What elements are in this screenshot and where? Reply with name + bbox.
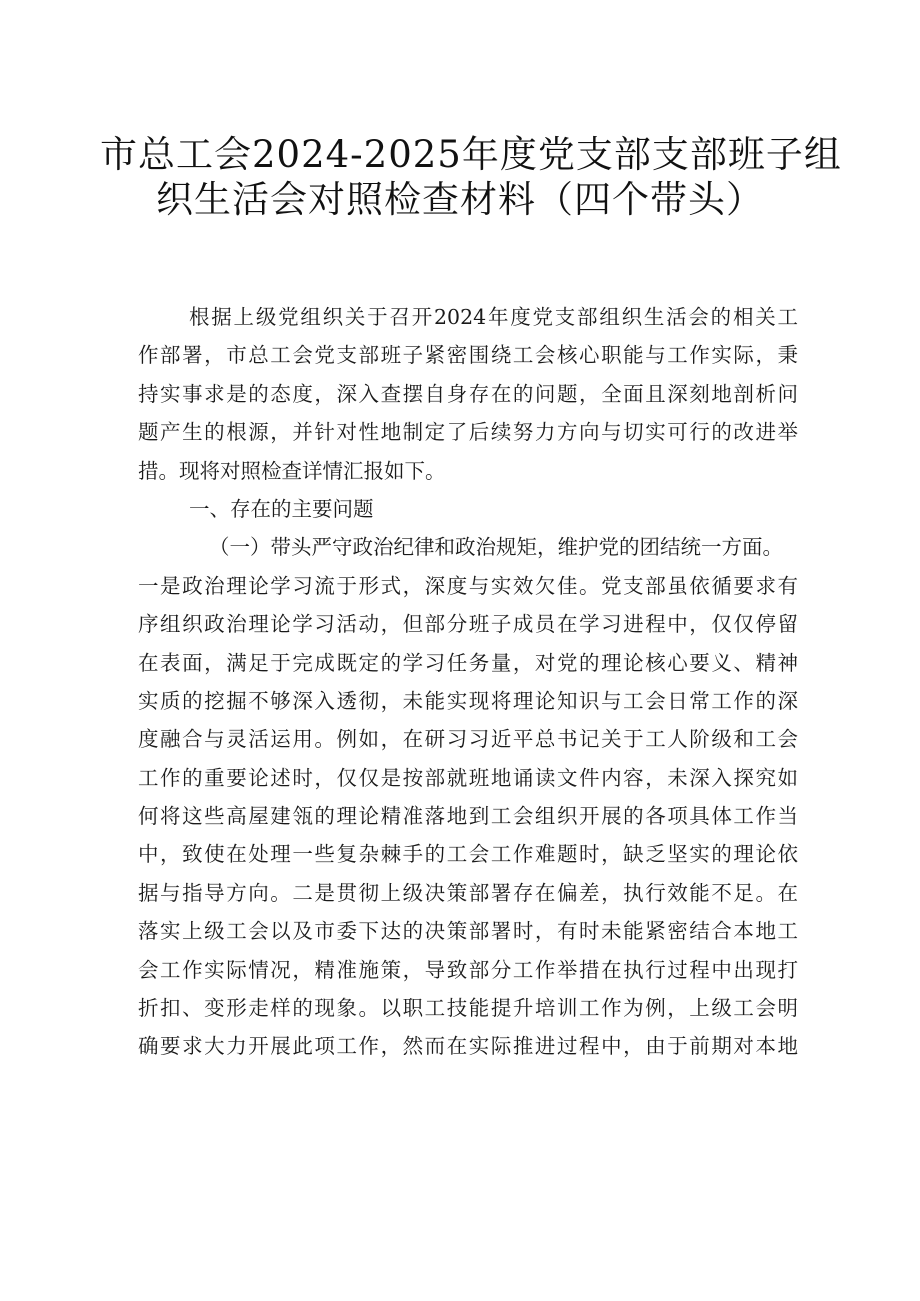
subsection-heading: （一）带头严守政治纪律和政治规矩，维护党的团结统一方面。 [209,535,783,560]
document-body [138,298,798,1066]
paragraph-body-line: 确要求大力开展此项工作，然而在实际推进过程中，由于前期对本地 [138,1034,798,1059]
document-title-line-1: 市总工会2024-2025年度党支部支部班子组 [100,133,842,176]
paragraph-body-line: 会工作实际情况，精准施策，导致部分工作举措在执行过程中出现打 [138,957,798,982]
paragraph-body-line: 工作的重要论述时，仅仅是按部就班地诵读文件内容，未深入探究如 [138,765,798,790]
paragraph-body-line: 在表面，满足于完成既定的学习任务量，对党的理论核心要义、精神 [138,650,798,675]
paragraph-body-line: 折扣、变形走样的现象。以职工技能提升培训工作为例，上级工会明 [138,996,798,1021]
paragraph-body-line: 度融合与灵活运用。例如，在研习习近平总书记关于工人阶级和工会 [138,727,798,752]
paragraph-body-line: 中，致使在处理一些复杂棘手的工会工作难题时，缺乏坚实的理论依 [138,842,798,867]
paragraph-intro-line: 作部署，市总工会党支部班子紧密围绕工会核心职能与工作实际，秉 [138,343,798,368]
paragraph-body-line: 据与指导方向。二是贯彻上级决策部署存在偏差，执行效能不足。在 [138,880,798,905]
paragraph-intro-line: 题产生的根源，并针对性地制定了后续努力方向与切实可行的改进举 [138,420,798,445]
paragraph-intro-line: 持实事求是的态度，深入查摆自身存在的问题，全面且深刻地剖析问 [138,381,798,406]
paragraph-intro-line: 根据上级党组织关于召开2024年度党支部组织生活会的相关工 [189,305,798,329]
paragraph-body-line: 落实上级工会以及市委下达的决策部署时，有时未能紧密结合本地工 [138,919,798,944]
section-heading: 一、存在的主要问题 [189,496,374,521]
paragraph-intro-line: 措。现将对照检查详情汇报如下。 [138,458,446,483]
paragraph-body-line: 一是政治理论学习流于形式，深度与实效欠佳。党支部虽依循要求有 [138,573,798,598]
paragraph-body-line: 实质的挖掘不够深入透彻，未能实现将理论知识与工会日常工作的深 [138,688,798,713]
paragraph-body-line: 何将这些高屋建瓴的理论精准落地到工会组织开展的各项具体工作当 [138,804,798,829]
paragraph-body-line: 序组织政治理论学习活动，但部分班子成员在学习进程中，仅仅停留 [138,612,798,637]
document-title-line-2: 织生活会对照检查材料（四个带头） [156,178,764,221]
